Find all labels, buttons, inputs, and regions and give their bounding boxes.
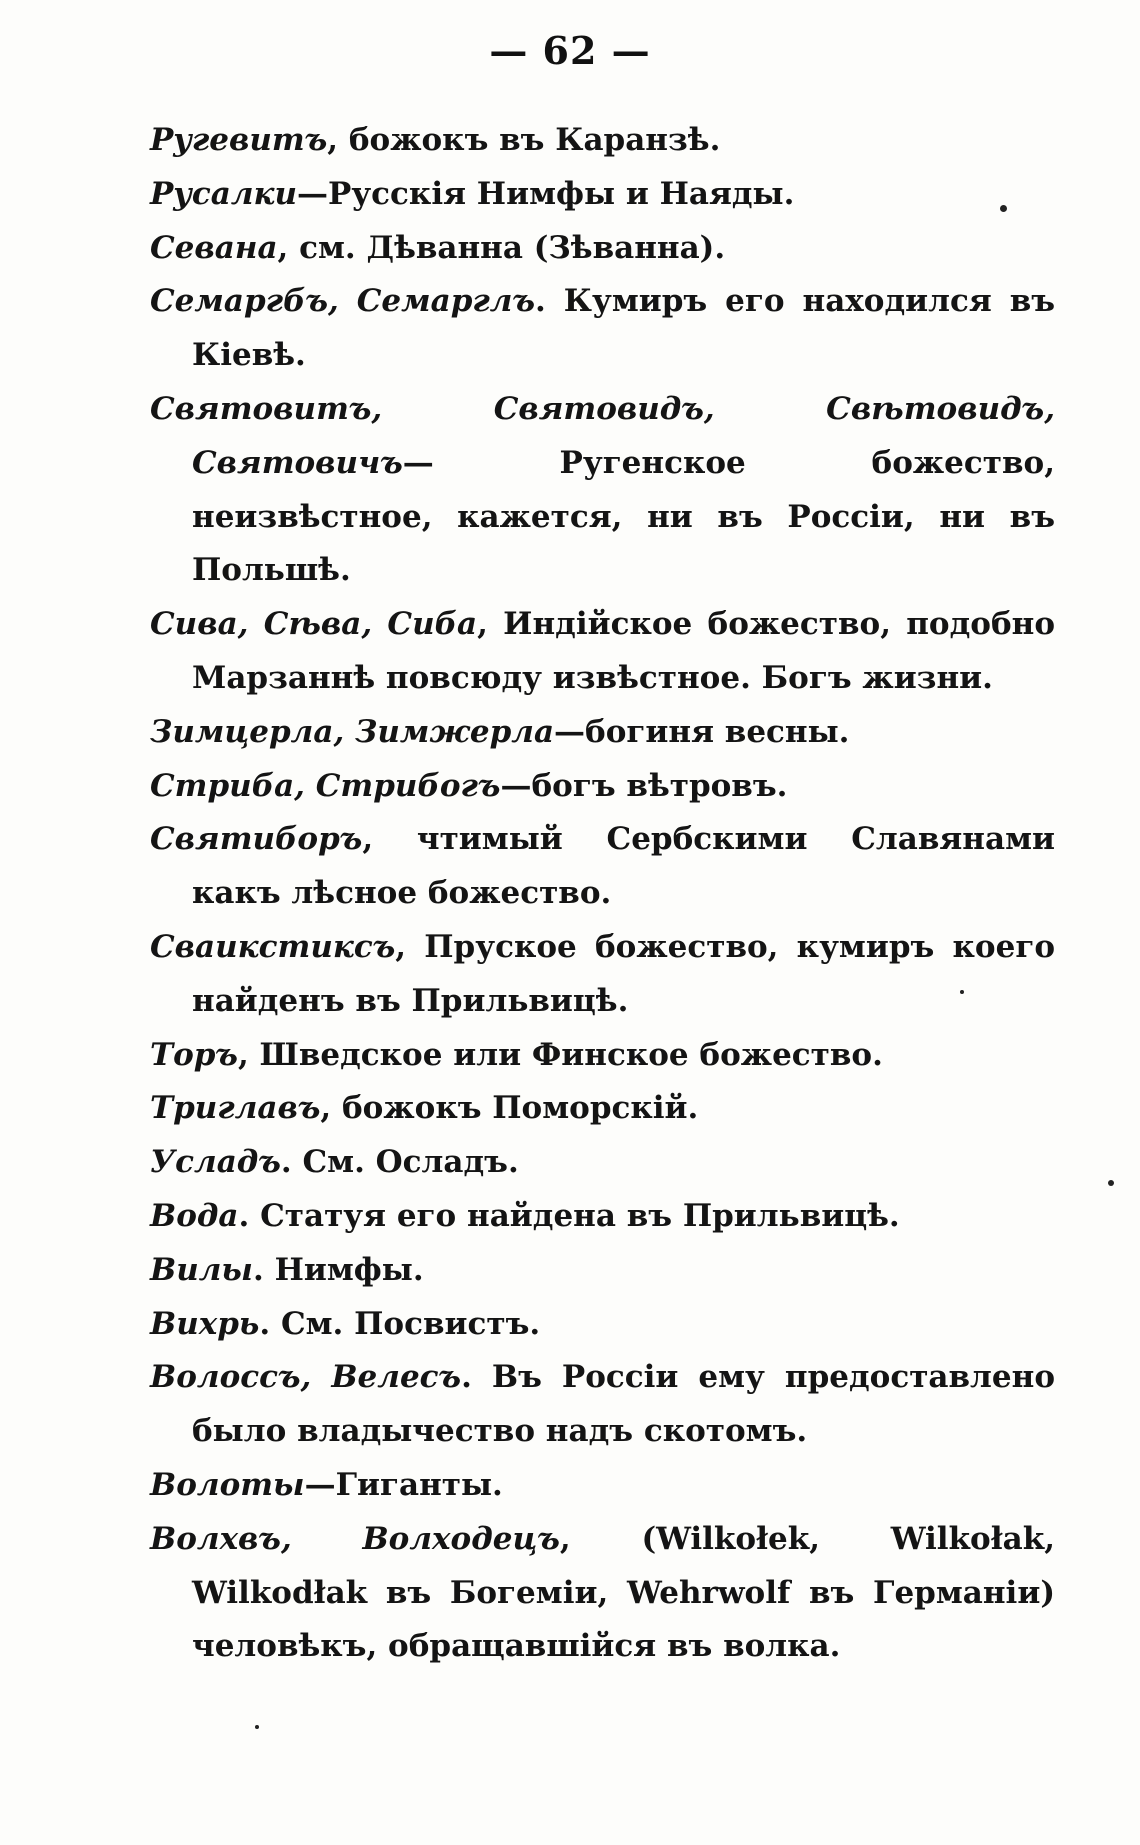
entry-text: . Нимфы. — [252, 1251, 424, 1288]
glossary-entry — [150, 1029, 1055, 1083]
glossary-entry — [150, 1459, 1055, 1513]
entry-text: , (Wilkołek, Wilkołak, Wilkodłak въ Богеміи, Wehrwolf въ Германіи) человѣкъ, обращавшійся въ волка. — [192, 1520, 1055, 1665]
glossary-entry — [150, 813, 1055, 921]
glossary-entry — [150, 1082, 1055, 1136]
glossary-entry — [150, 168, 1055, 222]
entry-text: —богиня весны. — [554, 713, 850, 750]
glossary-entries — [150, 114, 1055, 1674]
entry-headword: Севана — [150, 229, 278, 266]
page-number: — 62 — — [489, 28, 651, 73]
entry-text: , Шведское или Финское божество. — [237, 1036, 883, 1073]
glossary-entry — [150, 383, 1055, 598]
glossary-entry — [150, 275, 1055, 383]
entry-text: , см. Дѣванна (Зѣванна). — [277, 229, 726, 266]
glossary-entry — [150, 1244, 1055, 1298]
entry-headword: Волоты — [150, 1466, 305, 1503]
glossary-entry — [150, 1513, 1055, 1674]
entry-text: . Статуя его найдена въ Прильвицѣ. — [238, 1197, 900, 1234]
entry-text: , чтимый Сербскими Славянами какъ лѣсное божество. — [192, 821, 1055, 912]
glossary-entry — [150, 706, 1055, 760]
glossary-entry — [150, 1136, 1055, 1190]
ink-speck — [1108, 1180, 1114, 1186]
ink-speck — [255, 1725, 259, 1729]
entry-headword: Зимцерла, Зимжерла — [150, 713, 555, 750]
entry-text: , божокъ Поморскій. — [320, 1090, 699, 1127]
glossary-entry — [150, 921, 1055, 1029]
ink-speck — [1000, 205, 1007, 212]
entry-text: —Гиганты. — [304, 1466, 503, 1503]
entry-headword: Семаргбъ, Семарглъ — [150, 283, 536, 320]
entry-headword: Усладъ — [150, 1144, 281, 1181]
glossary-entry — [150, 222, 1055, 276]
entry-headword: Святовитъ, Святовидъ, Свѣтовидъ, Святовичъ — [150, 390, 1055, 481]
glossary-entry — [150, 1298, 1055, 1352]
glossary-entry — [150, 114, 1055, 168]
entry-headword: Святиборъ — [150, 821, 363, 858]
entry-headword: Вода — [150, 1197, 239, 1234]
entry-text: . См. Посвистъ. — [259, 1305, 541, 1342]
entry-text: . Въ Россіи ему предоставлено было владычество надъ скотомъ. — [192, 1359, 1055, 1450]
entry-headword: Триглавъ — [150, 1090, 321, 1127]
entry-text: —Русскія Нимфы и Наяды. — [297, 175, 795, 212]
entry-text: —богъ вѣтровъ. — [500, 767, 788, 804]
entry-headword: Стриба, Стрибогъ — [150, 767, 501, 804]
glossary-entry — [150, 760, 1055, 814]
entry-text: — Ругенское божество, неизвѣстное, кажется, ни въ Россіи, ни въ Польшѣ. — [192, 444, 1055, 589]
entry-text: , божокъ въ Каранзѣ. — [327, 122, 721, 158]
glossary-entry — [150, 598, 1055, 706]
entry-headword: Сваикстиксъ — [150, 928, 396, 965]
entry-text: , Пруское божество, кумиръ коего найденъ въ Прильвицѣ. — [192, 928, 1055, 1019]
entry-headword: Торъ — [150, 1036, 238, 1073]
entry-headword: Вихрь — [150, 1305, 260, 1342]
entry-headword: Вилы — [150, 1251, 253, 1288]
ink-speck — [960, 990, 964, 994]
entry-headword: Волхвъ, Волходецъ — [150, 1520, 560, 1557]
entry-headword: Волоссъ, Велесъ — [150, 1359, 462, 1396]
entry-headword: Русалки — [150, 175, 298, 212]
entry-text: , Индійское божество, подобно Марзаннѣ повсюду извѣстное. Богъ жизни. — [192, 606, 1055, 696]
entry-headword: Сива, Сѣва, Сиба — [150, 606, 478, 643]
entry-text: . Кумиръ его находился въ Кіевѣ. — [192, 283, 1056, 374]
glossary-entry — [150, 1351, 1055, 1459]
glossary-entry — [150, 1190, 1055, 1244]
entry-text: . См. Осладъ. — [280, 1144, 519, 1181]
entry-headword: Ругевитъ — [150, 122, 328, 158]
